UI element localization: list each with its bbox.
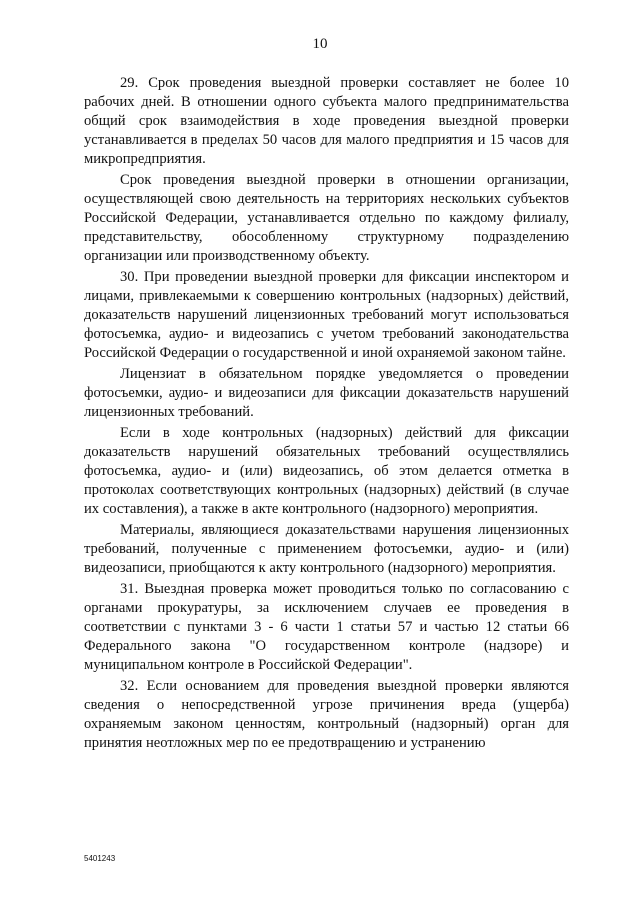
paragraph-31: 31. Выездная проверка может проводиться только по согласованию с органами прокуратуры, за исключением случаев ее проведения в соответствии с пунктами 3 - 6 части 1 статьи 57 и частью 12 статьи 66 Федерального закона "О государственном контроле (надзоре) и муниципальном контроле в Российской Федерации". xyxy=(84,581,569,673)
paragraph-29: 29. Срок проведения выездной проверки составляет не более 10 рабочих дней. В отношении одного субъекта малого предпринимательства общий срок взаимодействия в ходе проведения выездной проверки устанавливается в пределах 50 часов для малого предприятия и 15 часов для микропредприятия. xyxy=(84,75,569,167)
paragraph-32: 32. Если основанием для проведения выездной проверки являются сведения о непосредственной угрозе причинения вреда (ущерба) охраняемым законом ценностям, контрольный (надзорный) орган для принятия неотложных мер по ее предотвращению и устранению xyxy=(84,678,569,751)
paragraph-29-org: Срок проведения выездной проверки в отношении организации, осуществляющей свою деятельность на территориях нескольких субъектов Российской Федерации, устанавливается отдельно по каждому филиалу, представительству, обособленному структурному подразделению организации или производственному объекту. xyxy=(84,172,569,264)
page-number: 10 xyxy=(312,36,328,52)
document-code: 5401243 xyxy=(84,854,116,863)
paragraph-30: 30. При проведении выездной проверки для фиксации инспектором и лицами, привлекаемыми к совершению контрольных (надзорных) действий, доказательств нарушений лицензионных требований могут использоваться фотосъемка, аудио- и видеозапись с учетом требований законодательства Российской Федерации о государственной и иной охраняемой законом тайне. xyxy=(84,269,569,361)
paragraph-30-materials: Материалы, являющиеся доказательствами нарушения лицензионных требований, полученные с применением фотосъемки, аудио- и (или) видеозаписи, приобщаются к акту контрольного (надзорного) мероприятия. xyxy=(84,522,569,576)
paragraph-30-notice: Лицензиат в обязательном порядке уведомляется о проведении фотосъемки, аудио- и видеозаписи для фиксации доказательств нарушений лицензионных требований. xyxy=(84,366,569,420)
document-body xyxy=(84,74,569,755)
paragraph-30-record: Если в ходе контрольных (надзорных) действий для фиксации доказательств нарушений обязательных требований осуществлялись фотосъемка, аудио- и (или) видеозапись, об этом делается отметка в протоколах соответствующих контрольных (надзорных) действий (в случае их составления), а также в акте контрольного (надзорного) мероприятия. xyxy=(84,425,569,517)
